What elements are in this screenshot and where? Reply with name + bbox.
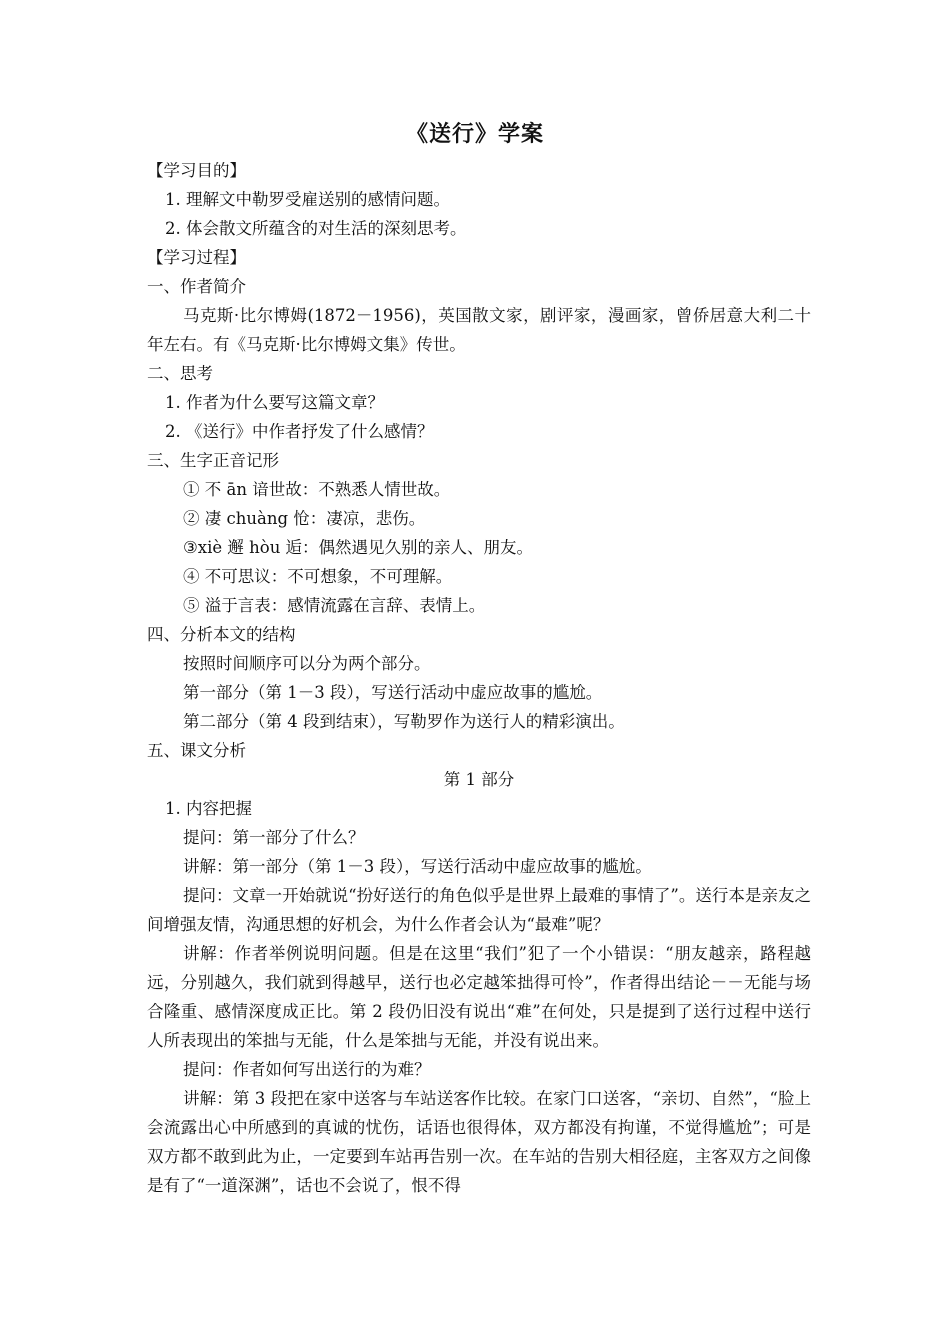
vocabulary-item: ⑤ 溢于言表：感情流露在言辞、表情上。 xyxy=(183,596,486,615)
document-title: 《送行》学案 xyxy=(405,122,544,147)
vocabulary-item: ② 凄 chuàng 怆：凄凉，悲伤。 xyxy=(183,509,426,528)
thinking-item: 2. 《送行》中作者抒发了什么感情？ xyxy=(165,422,434,441)
process-heading: 【学习过程】 xyxy=(147,248,246,267)
thinking-item: 1. 作者为什么要写这篇文章？ xyxy=(165,393,384,412)
part-title: 第 1 部分 xyxy=(443,770,515,789)
section-heading-thinking: 二、思考 xyxy=(147,364,213,383)
goals-heading: 【学习目的】 xyxy=(147,161,246,180)
vocabulary-item: ③xiè 邂 hòu 逅：偶然遇见久别的亲人、朋友。 xyxy=(183,538,534,557)
analysis-paragraph: 讲解：第 3 段把在家中送客与车站送客作比较。在家门口送客，“亲切、自然”，“脸上会流露出心中所感到的真诚的忧伤，话语也很得体，双方都没有拘谨，不觉得尴尬”；可是双方都不敢到此为止，一定要到车站再告别一次。在车站的告别大相径庭，主客双方之间像是有了“一道深渊”，话也不会说了，恨不得 xyxy=(147,1089,811,1195)
document-body xyxy=(147,156,811,1200)
analysis-paragraph: 讲解：作者举例说明问题。但是在这里“我们”犯了一个小错误：“朋友越亲，路程越远，分别越久，我们就到得越早，送行也必定越笨拙得可怜”，作者得出结论－－无能与场合隆重、感情深度成正比。第 2 段仍旧没有说出“难”在何处，只是提到了送行过程中送行人所表现出的笨拙与无能，什么是笨拙与无能，并没有说出来。 xyxy=(147,944,811,1050)
section-heading-vocabulary: 三、生字正音记形 xyxy=(147,451,279,470)
analysis-paragraph: 提问：文章一开始就说“扮好送行的角色似乎是世界上最难的事情了”。送行本是亲友之间增强友情，沟通思想的好机会，为什么作者会认为“最难”呢？ xyxy=(147,886,811,934)
section-heading-analysis: 五、课文分析 xyxy=(147,741,246,760)
goal-item: 2. 体会散文所蕴含的对生活的深刻思考。 xyxy=(165,219,467,238)
goal-item: 1. 理解文中勒罗受雇送别的感情问题。 xyxy=(165,190,450,209)
analysis-line: 讲解：第一部分（第 1－3 段），写送行活动中虚应故事的尴尬。 xyxy=(183,857,652,876)
vocabulary-item: ④ 不可思议：不可想象，不可理解。 xyxy=(183,567,453,586)
vocabulary-item: ① 不 ān 谙世故：不熟悉人情世故。 xyxy=(183,480,451,499)
author-paragraph: 马克斯·比尔博姆(1872－1956)，英国散文家，剧评家，漫画家，曾侨居意大利二十年左右。有《马克斯·比尔博姆文集》传世。 xyxy=(147,306,811,354)
section-heading-structure: 四、分析本文的结构 xyxy=(147,625,296,644)
analysis-question: 提问：作者如何写出送行的为难？ xyxy=(183,1060,431,1079)
structure-item: 第二部分（第 4 段到结束），写勒罗作为送行人的精彩演出。 xyxy=(183,712,625,731)
structure-item: 第一部分（第 1－3 段），写送行活动中虚应故事的尴尬。 xyxy=(183,683,603,702)
section-heading-author: 一、作者简介 xyxy=(147,277,246,296)
analysis-line: 提问：第一部分了什么？ xyxy=(183,828,365,847)
structure-item: 按照时间顺序可以分为两个部分。 xyxy=(183,654,431,673)
analysis-subheading: 1. 内容把握 xyxy=(165,799,252,818)
